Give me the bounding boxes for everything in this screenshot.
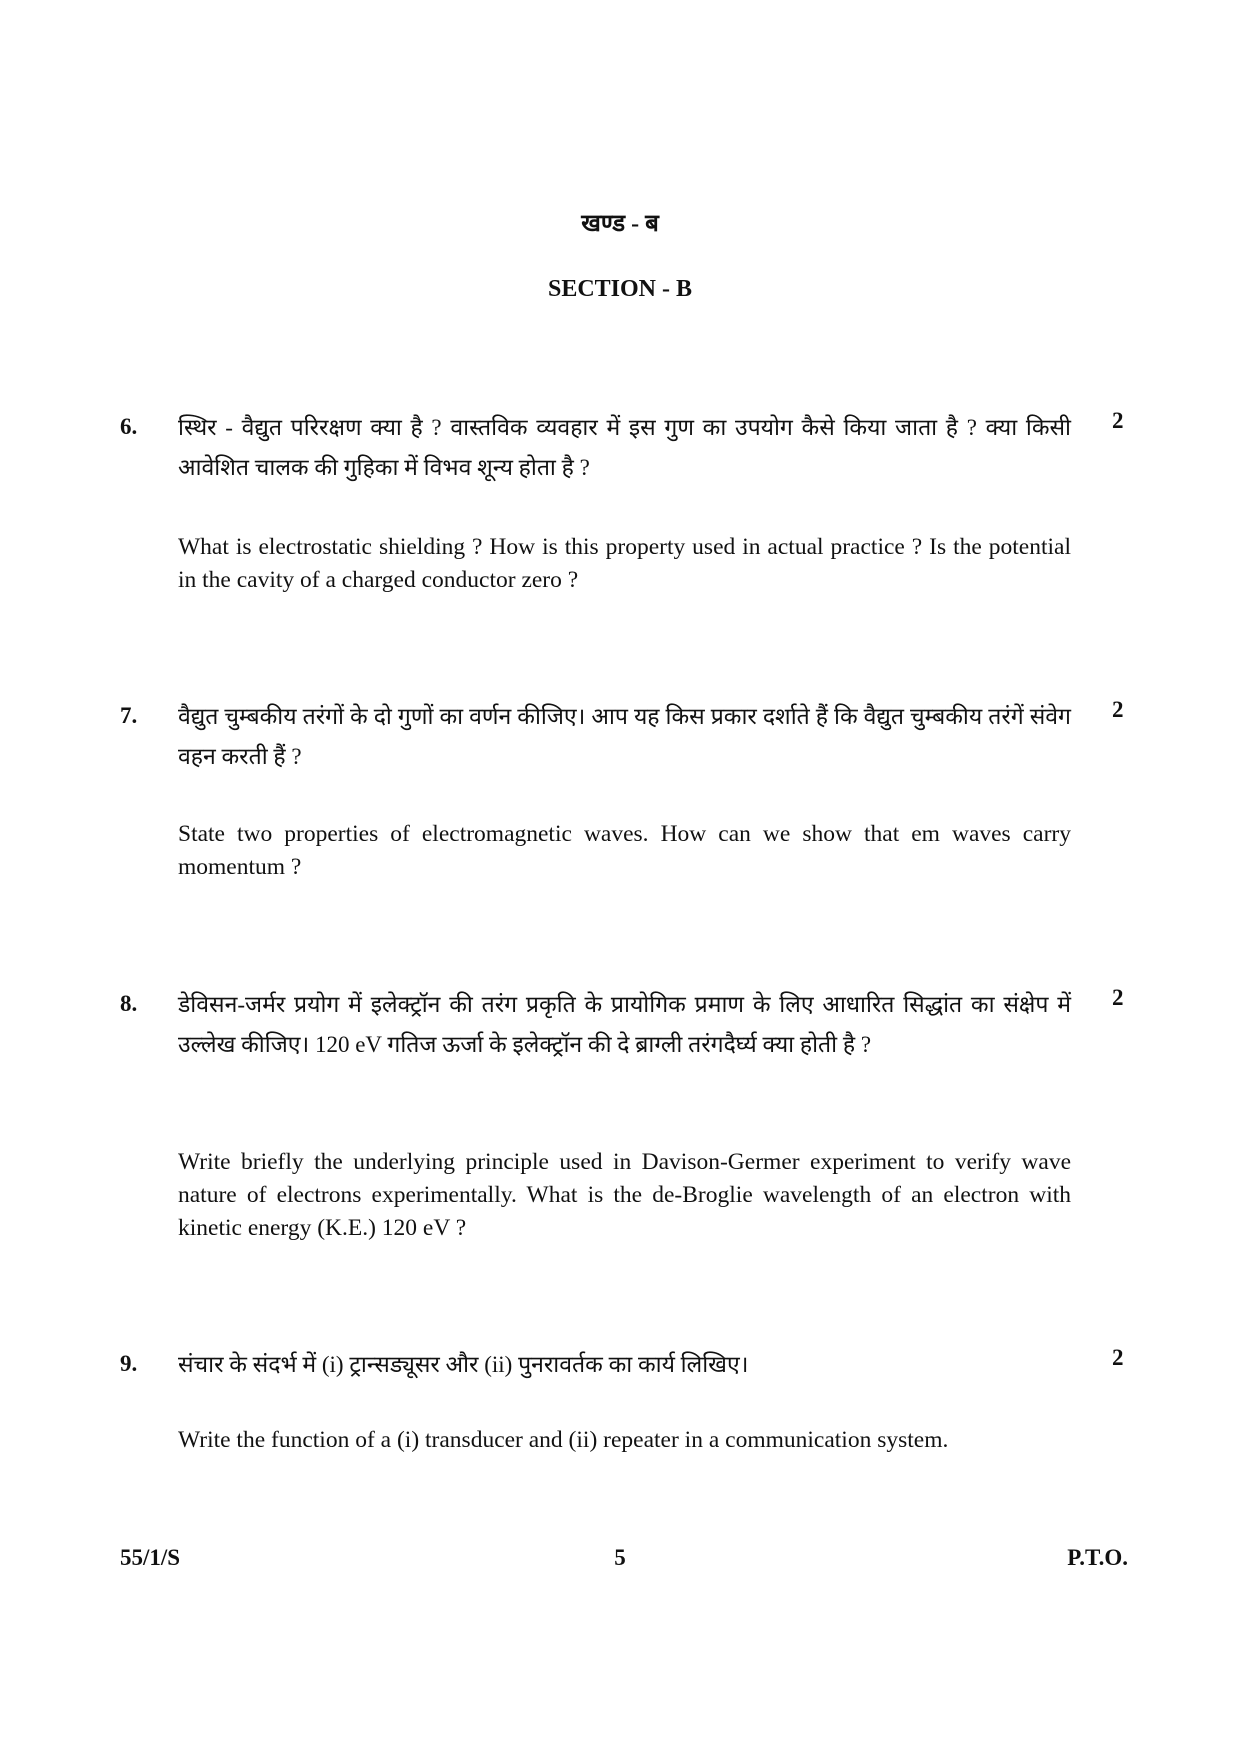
question-text-english: Write the function of a (i) transducer and (ii) repeater in a communication system. (178, 1427, 949, 1453)
question-marks: 2 (1112, 985, 1124, 1010)
question-text-hindi: डेविसन-जर्मर प्रयोग में इलेक्ट्रॉन की तरंग प्रकृति के प्रायोगिक प्रमाण के लिए आधारित सिद्धांत का संक्षेप में उल्लेख कीजिए। 120 eV गतिज ऊर्जा के इलेक्ट्रॉन की दे ब्राग्ली तरंगदैर्घ्य क्या होती है ? (178, 992, 1071, 1057)
question-text-hindi: स्थिर - वैद्युत परिरक्षण क्या है ? वास्तविक व्यवहार में इस गुण का उपयोग कैसे किया जाता है ? क्या किसी आवेशित चालक की गुहिका में विभव शून्य होता है ? (178, 415, 1071, 480)
question-number: 8. (120, 991, 138, 1016)
please-turn-over: P.T.O. (1067, 1545, 1128, 1570)
question-number: 9. (120, 1351, 138, 1376)
question-number: 6. (120, 414, 138, 439)
question-marks: 2 (1112, 408, 1124, 433)
page-number: 5 (614, 1545, 626, 1570)
question-text-hindi: वैद्युत चुम्बकीय तरंगों के दो गुणों का वर्णन कीजिए। आप यह किस प्रकार दर्शाते हैं कि वैद्युत चुम्बकीय तरंगें संवेग वहन करती हैं ? (178, 704, 1071, 769)
question-marks: 2 (1112, 1345, 1124, 1370)
question-text-english: State two properties of electromagnetic waves. How can we show that em waves carry momentum ? (178, 821, 1071, 880)
question-marks: 2 (1112, 697, 1124, 722)
section-title-hindi: खण्ड - ब (581, 211, 659, 237)
question-text-hindi: संचार के संदर्भ में (i) ट्रान्सड्यूसर और (ii) पुनरावर्तक का कार्य लिखिए। (178, 1352, 749, 1377)
paper-code: 55/1/S (120, 1545, 181, 1570)
section-title-english: SECTION - B (547, 276, 693, 302)
question-number: 7. (120, 703, 138, 728)
question-text-english: Write briefly the underlying principle used in Davison-Germer experiment to verify wave nature of electrons experimentally. What is the de-Broglie wavelength of an electron with kinetic energy (K.E.) 120 eV ? (178, 1149, 1071, 1241)
question-text-english: What is electrostatic shielding ? How is this property used in actual practice ? Is the potential in the cavity of a charged conductor zero ? (178, 534, 1071, 593)
